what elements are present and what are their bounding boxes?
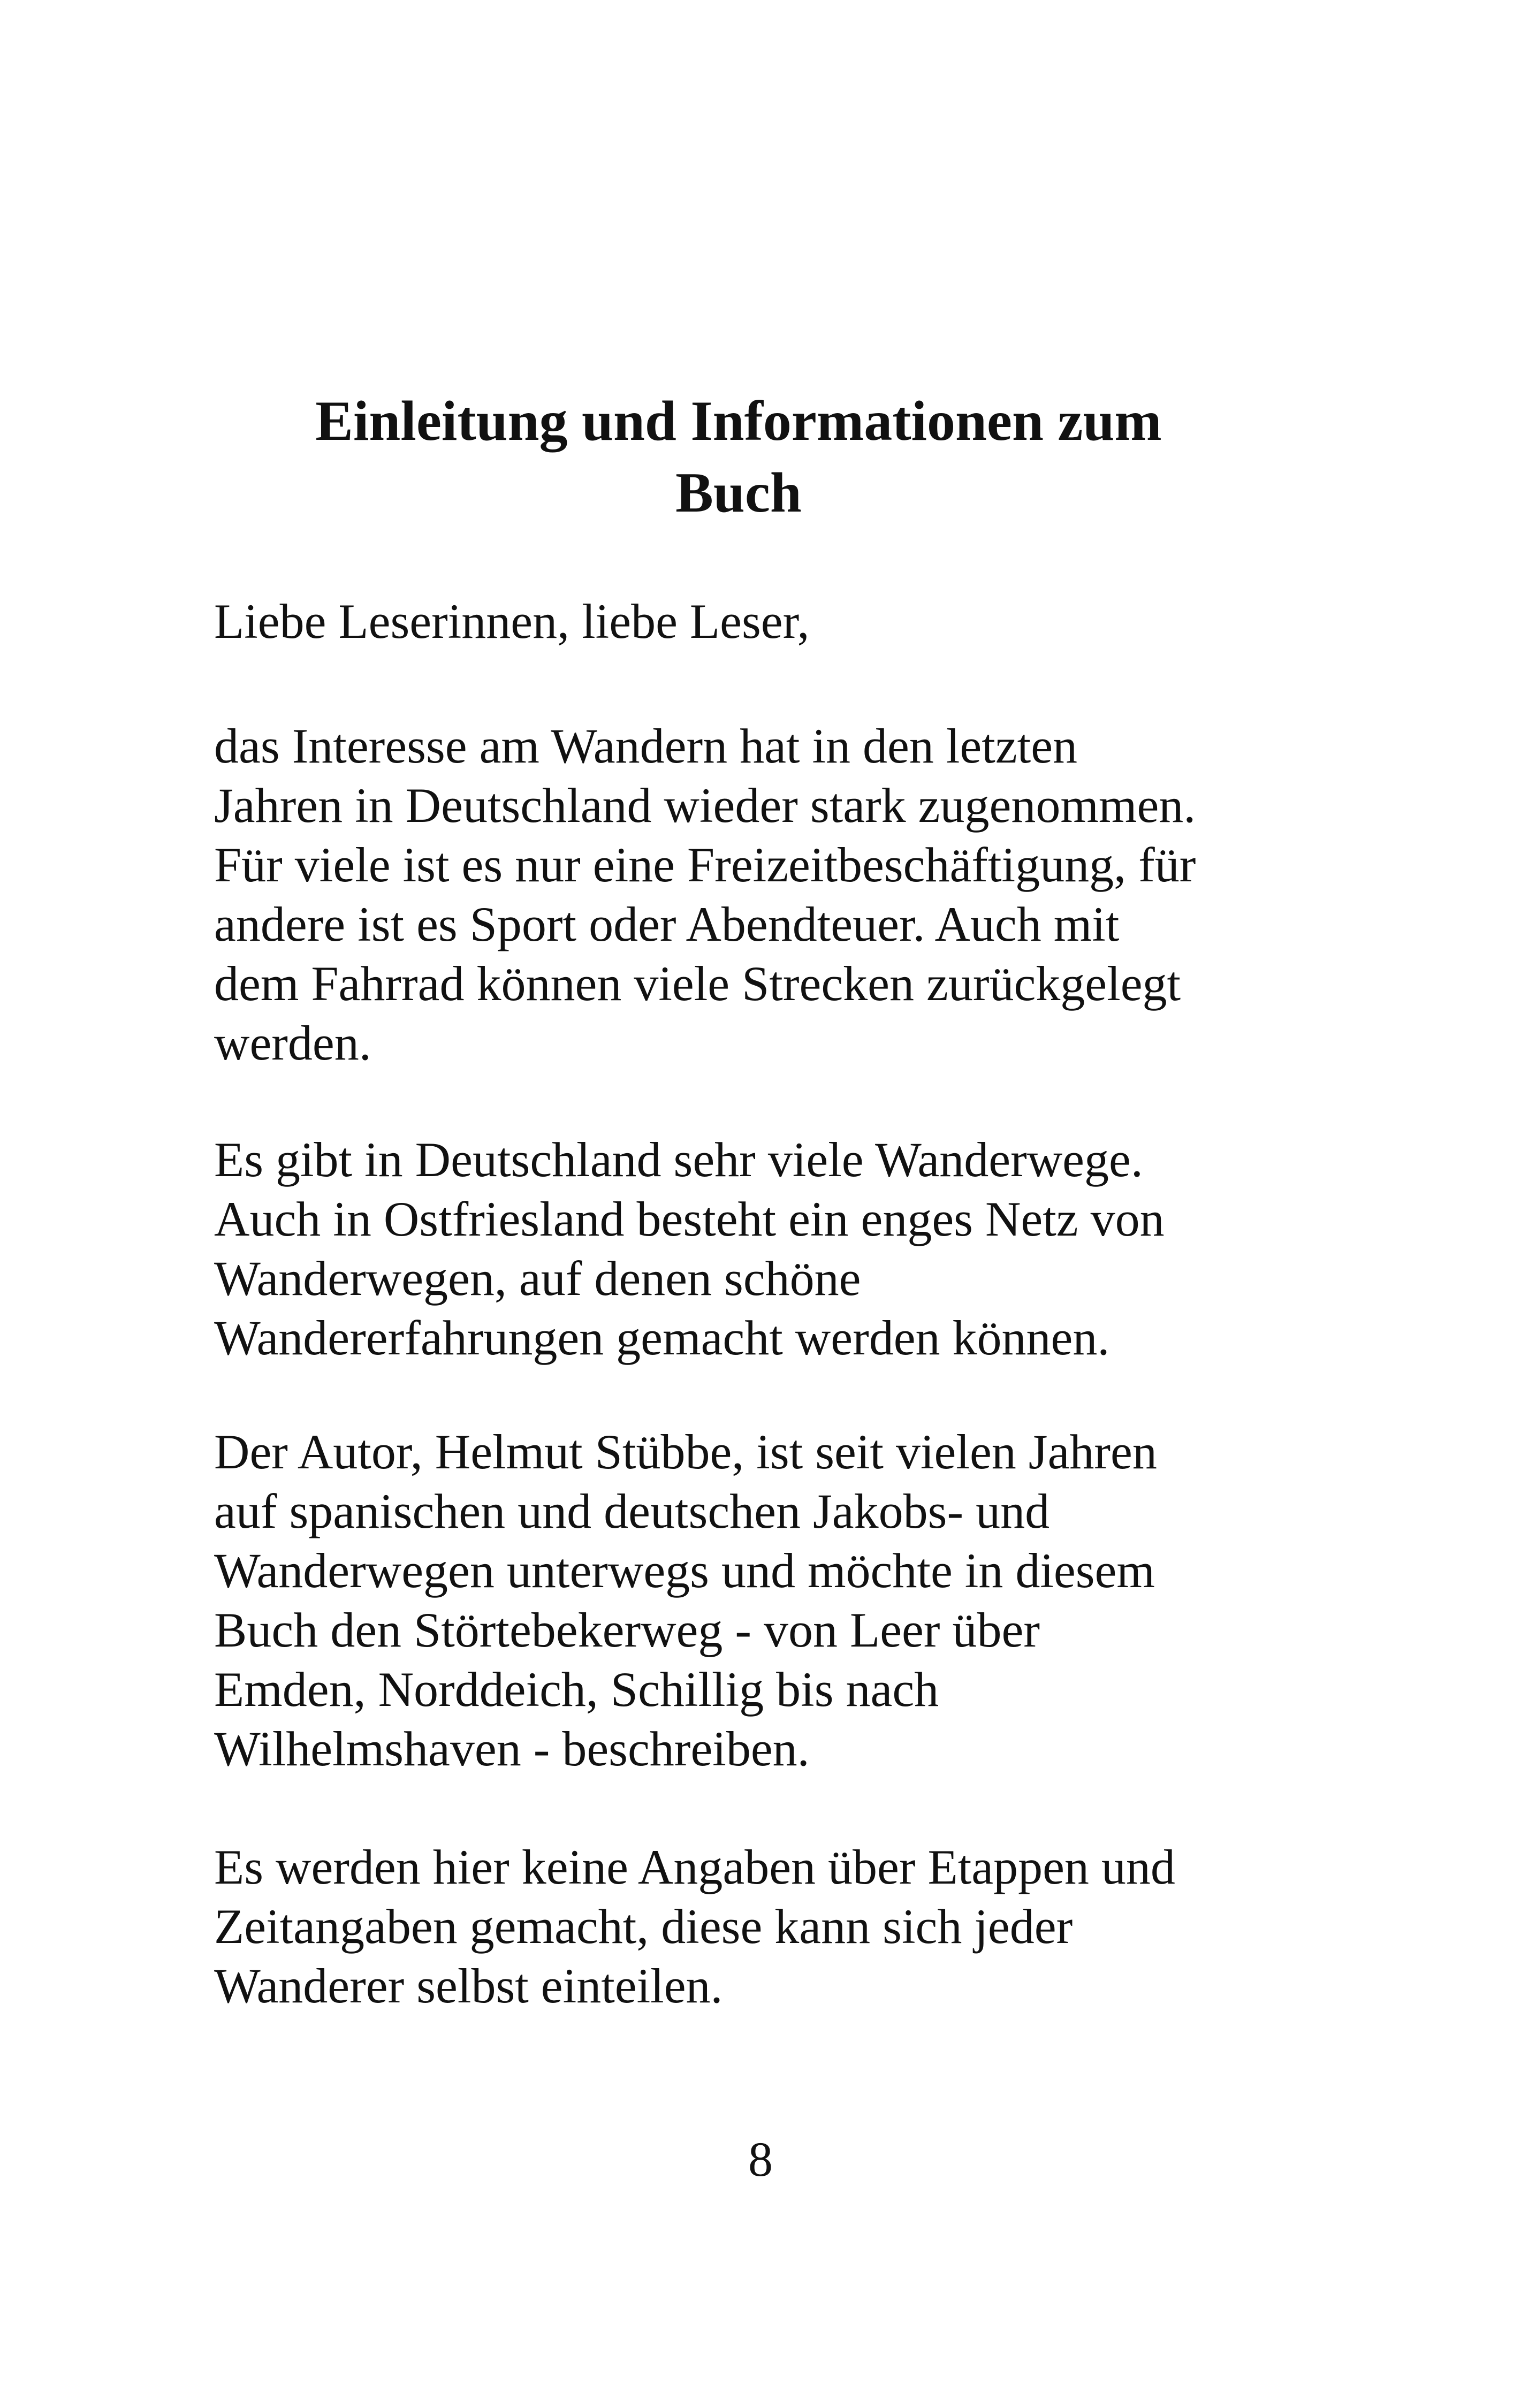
text-line: werden. xyxy=(214,1016,371,1070)
text-line: Liebe Leserinnen, liebe Leser, xyxy=(214,594,810,649)
text-line: andere ist es Sport oder Abendteuer. Auch mit xyxy=(214,897,1120,951)
text-line: das Interesse am Wandern hat in den letzten xyxy=(214,719,1078,773)
text-line: Es werden hier keine Angaben über Etappen und xyxy=(214,1840,1175,1894)
text-line: Es gibt in Deutschland sehr viele Wanderwege. xyxy=(214,1132,1143,1187)
text-line: Auch in Ostfriesland besteht ein enges Netz von xyxy=(214,1192,1165,1246)
body-paragraph xyxy=(214,717,1391,1073)
text-line: Wanderwegen unterwegs und möchte in diesem xyxy=(214,1543,1155,1598)
text-line: Wilhelmshaven - beschreiben. xyxy=(214,1721,810,1776)
chapter-title-line: Buch xyxy=(675,461,802,524)
text-line: auf spanischen und deutschen Jakobs- und xyxy=(214,1484,1050,1538)
text-line: Zeitangaben gemacht, diese kann sich jeder xyxy=(214,1899,1073,1954)
text-line: Für viele ist es nur eine Freizeitbeschäftigung, für xyxy=(214,837,1196,892)
page-number: 8 xyxy=(748,2132,773,2186)
text-line: dem Fahrrad können viele Strecken zurückgelegt xyxy=(214,956,1181,1011)
text-line: Jahren in Deutschland wieder stark zugenommen. xyxy=(214,778,1196,833)
text-line: Wanderwegen, auf denen schöne xyxy=(214,1251,861,1306)
text-line: Wandererfahrungen gemacht werden können. xyxy=(214,1310,1110,1365)
body-paragraph xyxy=(214,1838,1391,2016)
body-paragraph xyxy=(214,1422,1391,1779)
text-line: Wanderer selbst einteilen. xyxy=(214,1959,723,2013)
text-line: Der Autor, Helmut Stübbe, ist seit vielen Jahren xyxy=(214,1424,1157,1479)
chapter-title xyxy=(203,385,1274,529)
chapter-title-line: Einleitung und Informationen zum xyxy=(315,390,1162,452)
salutation-paragraph xyxy=(214,592,1391,651)
body-paragraph xyxy=(214,1130,1391,1368)
text-line: Emden, Norddeich, Schillig bis nach xyxy=(214,1662,939,1717)
text-line: Buch den Störtebekerweg - von Leer über xyxy=(214,1603,1040,1657)
